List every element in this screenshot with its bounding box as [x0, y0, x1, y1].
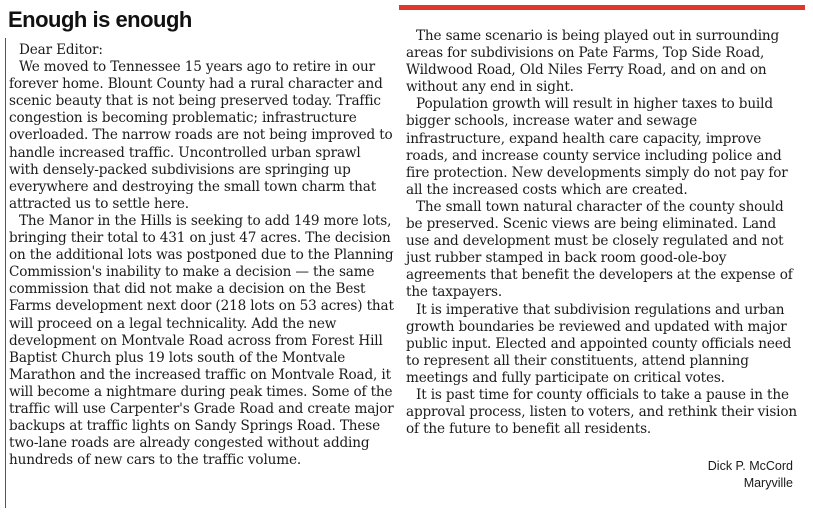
paragraph: The same scenario is being played out in surrounding areas for subdivisions on Pate Farms, Top Side Road, Wildwood Road, Old Niles Ferry Road, and on and on without any end in sight.	[406, 28, 780, 96]
accent-rule	[399, 5, 805, 10]
column-rule	[5, 38, 6, 508]
paragraph: The Manor in the Hills is seeking to add 149 more lots, bringing their total to 431 on just 47 acres. The decision on the additional lots was postponed due to the Planning Commission's inability to make a decision — the same commission that did not make a decision on the Best Farms development next door (218 lots on 53 acres) that will proceed on a legal technicality. Add the new development on Montvale Road across from Forest Hill Baptist Church plus 19 lots south of the Montvale Marathon and the increased traffic on Montvale Road, it will become a nightmare during peak times. Some of the traffic will use Carpenter's Grade Road and create major backups at traffic lights on Sandy Springs Road. These two-lane roads are already congested without adding hundreds of new cars to the traffic volume.	[9, 212, 394, 469]
signature-name: Dick P. McCord	[707, 459, 793, 473]
paragraph: The small town natural character of the county should be preserved. Scenic views are being eliminated. Land use and development must be closely regulated and not just rubber stamped in back room good-ole-boy agreements that benefit the developers at the expense of the taxpayers.	[406, 198, 793, 301]
paragraph: We moved to Tennessee 15 years ago to retire in our forever home. Blount County had a rural character and scenic beauty that is not being preserved today. Traffic congestion is becoming problematic; infrastructure overloaded. The narrow roads are not being improved to handle increased traffic. Uncontrolled urban sprawl with densely-packed subdivisions are springing up everywhere and destroying the small town charm that attracted us to settle here.	[9, 59, 393, 212]
paragraph: It is imperative that subdivision regulations and urban growth boundaries be reviewed and updated with major public input. Elected and appointed county officials need to represent all their constituents, attend planning meetings and fully participate on critical votes.	[406, 301, 792, 386]
right-column	[406, 28, 798, 438]
headline: Enough is enough	[8, 7, 192, 32]
left-column	[9, 28, 394, 469]
signature	[708, 458, 793, 492]
signature-location: Maryville	[743, 476, 793, 490]
greeting: Dear Editor:	[19, 42, 103, 58]
paragraph: Population growth will result in higher taxes to build bigger schools, increase water and sewage infrastructure, expand health care capacity, improve roads, and increase county service including police and fire protection. New developments simply do not pay for all the increased costs which are created.	[406, 96, 788, 198]
paragraph: It is past time for county officials to take a pause in the approval process, listen to voters, and rethink their vision of the future to benefit all residents.	[406, 386, 798, 438]
